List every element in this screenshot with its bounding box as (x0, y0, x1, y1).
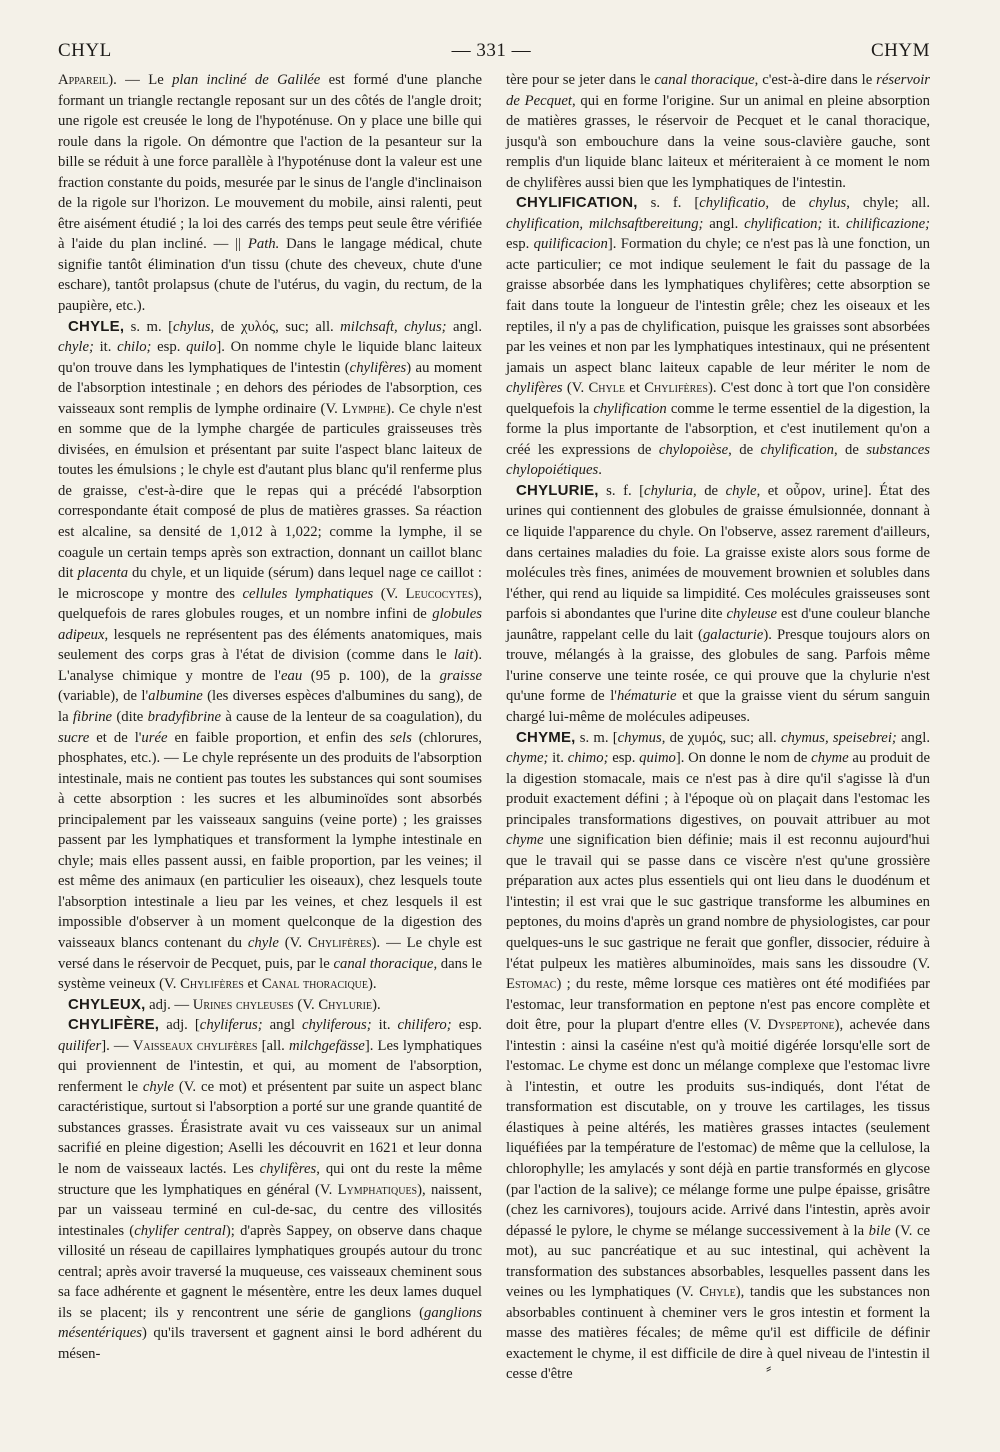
right_column-chylification: CHYLIFICATION, s. f. [chylificatio, de chylus, chyle; all. chylification, milchsaftbereitung; angl. chylification; it. chilificazione; esp. quilificacion]. Formation du chyle; ce n'est pas là une fonction, un acte particulier; ce mot indique seulement le fait du passage de la graisse absorbée dans les lymphatiques chylifères; cette absorption se fait dans toute la longueur de l'intestin grêle; chez les oiseaux et les reptiles, il n'y a pas de chylification, puisque les graisses sont absorbées par les veines et non par les lymphatiques intestinaux, qui ne présentent jamais un aspect blanc laiteux capable de leur mériter le nom de chylifères (V. Chyle et Chylifères). C'est donc à tort que l'on considère quelquefois la chylification comme le terme essentiel de la digestion, la forme la plus importante de l'absorption, et c'est inutilement qu'on a créé les expressions de chylopoièse, de chylification, de substances chylopoiétiques. (506, 194, 931, 479)
left_column-chyleux: CHYLEUX, adj. — Urines chyleuses (V. Chylurie). (68, 995, 381, 1013)
left-column (58, 70, 482, 1370)
right_column-chylurie: CHYLURIE, s. f. [chyluria, de chyle, et οὖρον, urine]. État des urines qui contiennent des globules de graisse émulsionnée, donnant à ce liquide l'apparence du chyle. On l'observe, assez rarement d'ailleurs, dans certaines maladies du foie. La graisse existe alors sous forme de molécules très fines, animées de mouvement brownien et solubles dans l'éther, qui rend au liquide sa limpidité. Ces molécules graisseuses sont parfois si abondantes que l'urine dite chyleuse est d'une couleur blanche jaunâtre, rappelant celle du lait (galacturie). Presque toujours alors on trouve, mélangés à la graisse, des globules de sang. Parfois même l'urine conserve une teinte rosée, ce qui prouve que la chylurie n'est qu'une forme de l'hématurie et que la graisse vient du sérum sanguin chargé lui-même de molécules adipeuses. (506, 481, 930, 725)
running-header (58, 36, 930, 66)
left_column-chylifere: CHYLIFÈRE, adj. [chyliferus; angl chyliferous; it. chilifero; esp. quilifer]. — Vaisseaux chylifères [all. milchgefässe]. Les lymphatiques qui proviennent de l'intestin, et qui, au moment de l'absorption, renferment le chyle (V. ce mot) et présentent par suite un aspect blanc caractéristique, surtout si l'absorption a porté sur une grande quantité de substances grasses. Érasistrate avait vu ces vaisseaux sur un animal sacrifié en pleine digestion; Aselli les découvrit en 1621 et leur donna le nom de vaisseaux lactés. Les chylifères, qui ont du reste la même structure que les lymphatiques en général (V. Lymphatiques), naissent, par un vaisseau terminé en cul-de-sac, du centre des villosités intestinales (chylifer central); d'après Sappey, on observe dans chaque villosité un réseau de capillaires lymphatiques groupés autour du tronc central; après avoir traversé la muqueuse, ces vaisseaux cheminent sous sa face adhérente et gagnent le mésentère, entre les deux lames duquel ils se placent; ils y rencontrent une série de ganglions (ganglions mésentériques) qu'ils traversent et gagnent ainsi le bord adhérent du mésen- (58, 1016, 482, 1362)
page-number: — 331 — (451, 40, 532, 61)
left_column-p1: Appareil). — Le plan incliné de Galilée est formé d'une planche formant un triangle rectangle reposant sur un des côtés de l'angle droit; une rigole est creusée le long de l'hypoténuse. On y place une bille qui roule dans la rigole. On démontre que l'action de la pesanteur sur la bille se réduit à une force parallèle à l'hypoténuse dont la valeur est une fraction constante du poids, mesurée par le sinus de l'angle d'inclinaison de la rigole sur l'horizon. Le mouvement du mobile, ainsi ralenti, peut être aisément étudié ; la loi des carrés des temps peut seule être vérifiée à l'aide du plan incliné. — || Path. Dans le langage médical, chute signifie tantôt élimination d'un tissu (chute des cheveux, chute d'une eschare), tantôt prolapsus (chute de l'utérus, du vagin, du rectum, de la paupière, etc.). (58, 72, 482, 315)
text-columns (58, 70, 931, 1383)
header-right-word: CHYM (870, 40, 930, 61)
right-column (506, 70, 931, 1383)
right_column-p-cont: tère pour se jeter dans le canal thoracique, c'est-à-dire dans le réservoir de Pecquet, qui en forme l'origine. Sur un animal en pleine absorption de matières grasses, le réservoir de Pecquet et le canal thoracique, jusqu'à son embouchure dans la veine sous-clavière gauche, sont remplis d'un liquide blanc laiteux et mériteraient à ce moment le nom de chylifères aussi bien que les lymphatiques de l'intestin. (506, 72, 931, 191)
right_column-chyme: CHYME, s. m. [chymus, de χυμός, suc; all. chymus, speisebrei; angl. chyme; it. chimo; esp. quimo]. On donne le nom de chyme au produit de la digestion stomacale, mais ce n'est pas à dire qu'il s'agisse là d'un produit exactement défini ; à l'époque où on plaçait dans l'estomac les principales transformations digestives, on pouvait attribuer au mot chyme une signification bien définie; mais il est reconnu aujourd'hui que le travail qui se passe dans ce viscère n'est qu'une grossière préparation aux actes plus essentiels qui ont lieu dans le duodénum et l'intestin; il est vrai que le suc gastrique transforme les albumines en peptones, du moins d'après un grand nombre de physiologistes, car pour quelques-uns le suc gastrique ne ferait que gonfler, dissocier, réduire à l'état pulpeux les matières albuminoïdes, mais sans les dissoudre (V. Estomac) ; du reste, même lorsque ces matières ont été modifiées par l'estomac, leur transformation en peptone n'est pas encore complète et doit être, pour la plupart d'entre elles (V. Dyspeptone), achevée dans l'intestin : ainsi la caséine n'est qu'à moitié digérée lorsqu'elle sort de l'estomac. Le chyme est donc un mélange complexe que l'estomac livre à l'intestin, et outre les produits sus-indiqués, dont l'état de transformation est discutable, on y trouve les cartilages, les tissus élastiques à peine altérés, les matières grasses intactes (seulement liquéfiées par la température de l'estomac) de même que la cellulose, la chlorophylle; les amylacés y sont déjà en partie transformés en glycose (par l'action de la salive); ce mélange forme une pulpe épaisse, grisâtre (chez les carnivores), toujours acide. Arrivé dans l'intestin, après avoir dépassé le pylore, le chyme se mélange successivement à la bile (V. ce mot), au suc pancréatique et au suc intestinal, qui achèvent la transformation des substances absorbables, lesquelles passent dans les veines ou les lymphatiques (V. Chyle), tandis que les substances non absorbables continuent à cheminer vers le gros intestin et forment la masse des matières fécales; de même qu'il est difficile de définir exactement le chyme, il est difficile de dire à quel niveau de l'intestin il cesse d'être (506, 728, 930, 1383)
printer-mark: ⸗ (766, 1360, 772, 1377)
header-left-word: CHYL (58, 40, 112, 61)
left_column-chyle: CHYLE, s. m. [chylus, de χυλός, suc; all. milchsaft, chylus; angl. chyle; it. chilo; esp. quilo]. On nomme chyle le liquide blanc laiteux qu'on trouve dans les lymphatiques de l'intestin (chylifères) au moment de l'absorption intestinale ; en dehors des périodes de l'absorption, ces vaisseaux sont remplis de lymphe ordinaire (V. Lymphe). Ce chyle n'est en somme que de la lymphe chargée de particules graisseuses très divisées, en émulsion et présentant par suite l'aspect blanc laiteux de toutes les émulsions ; le chyle est d'autant plus blanc qu'il renferme plus de graisse, c'est-à-dire que le repas qui a précédé l'absorption correspondante était composé de plus de matières grasses. Sa réaction est alcaline, sa densité de 1,012 à 1,022; comme la lymphe, il se coagule un certain temps après son extraction, donnant un caillot blanc dit placenta du chyle, et un liquide (sérum) dans lequel nage ce caillot : le microscope y montre des cellules lymphatiques (V. Leucocytes), quelquefois de rares globules rouges, et un nombre infini de globules adipeux, lesquels ne représentent pas des éléments anatomiques, mais seulement des corps gras à l'état de division (comme dans le lait). L'analyse chimique y montre de l'eau (95 p. 100), de la graisse (variable), de l'albumine (les diverses espèces d'albumines du sang), de la fibrine (dite bradyfibrine à cause de la lenteur de sa coagulation), du sucre et de l'urée en faible proportion, et enfin des sels (chlorures, phosphates, etc.). — Le chyle représente un des produits de l'absorption intestinale, mais ne contient pas toutes les substances qui sont soumises à cette absorption : les sucres et les albuminoïdes sont absorbés principalement par les vaisseaux sanguins (veine porte) ; les graisses passent par les lymphatiques et transforment la lymphe intestinale en chyle; mais elles passent aussi, en faible proportion, par les veines; il est même des animaux (en particulier les oiseaux), chez lesquels toute l'absorption intestinale a lieu par les veines, et chez lesquels il est impossible d'observer à un moment quelconque de la digestion des vaisseaux blancs contenant du chyle (V. Chylifères). — Le chyle est versé dans le réservoir de Pecquet, puis, par le canal thoracique, dans le système veineux (V. Chylifères et Canal thoracique). (58, 317, 483, 993)
